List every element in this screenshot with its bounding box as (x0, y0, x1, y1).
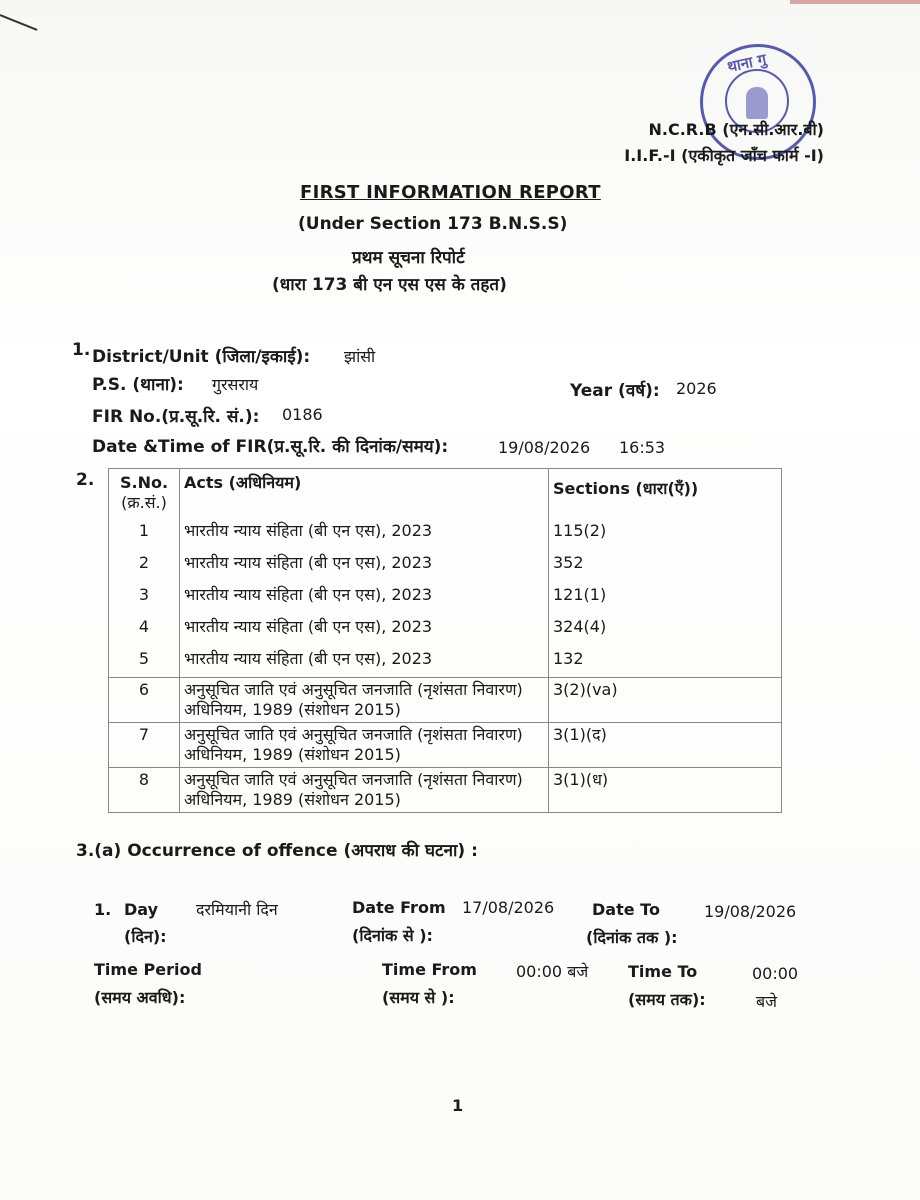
fir-number-label: FIR No.(प्र.सू.रि. सं.): (92, 407, 260, 427)
date-from-value: 17/08/2026 (462, 898, 555, 917)
table-row (109, 549, 782, 581)
row-sno: 2 (109, 549, 180, 581)
day-label-hindi: (दिन): (124, 927, 167, 946)
date-to-value: 19/08/2026 (704, 902, 797, 921)
day-label: Day (124, 900, 159, 919)
table-row (109, 613, 782, 645)
row-sno: 3 (109, 581, 180, 613)
year-value: 2026 (676, 379, 717, 398)
police-station-seal (700, 44, 816, 160)
table-row (109, 645, 782, 678)
fir-datetime-label: Date &Time of FIR(प्र.सू.रि. की दिनांक/समय): (92, 437, 449, 457)
time-from-label-hindi: (समय से ): (382, 988, 455, 1007)
time-period-label: Time Period (94, 960, 202, 979)
row-section: 3(1)(ध) (549, 768, 782, 813)
date-to-label: Date To (592, 900, 660, 919)
row-sno: 7 (109, 723, 180, 768)
section1-number: 1. (72, 340, 91, 360)
top-edge-mark (790, 0, 920, 4)
sections-header: Sections (धारा(एँ)) (549, 469, 782, 518)
date-from-label: Date From (352, 898, 446, 917)
report-subtitle: (Under Section 173 B.N.S.S) (298, 214, 568, 234)
fir-number-value: 0186 (282, 405, 323, 424)
emblem-icon (746, 87, 768, 119)
table-row (109, 768, 782, 813)
table-row (109, 678, 782, 723)
district-label: District/Unit (जिला/इकाई): (92, 347, 311, 367)
year-label: Year (वर्ष): (570, 381, 660, 401)
table-row (109, 517, 782, 549)
time-to-label: Time To (628, 962, 698, 981)
scratch-mark (0, 14, 37, 31)
day-value: दरमियानी दिन (196, 900, 278, 919)
ps-label: P.S. (थाना): (92, 375, 184, 395)
sno-header-hi: (क्र.सं.) (121, 493, 167, 512)
district-value: झांसी (344, 347, 376, 366)
acts-table-header (109, 469, 782, 518)
time-period-label-hindi: (समय अवधि): (94, 988, 186, 1007)
fir-time-value: 16:53 (619, 438, 666, 457)
ncrb-label: N.C.R.B (एन.सी.आर.बी) (648, 120, 824, 139)
row-section: 115(2) (549, 517, 782, 549)
row-sno: 8 (109, 768, 180, 813)
time-to-label-hindi: (समय तक): (628, 990, 706, 1009)
row-act: भारतीय न्याय संहिता (बी एन एस), 2023 (180, 517, 549, 549)
row-act: भारतीय न्याय संहिता (बी एन एस), 2023 (180, 581, 549, 613)
occurrence-heading: 3.(a) Occurrence of offence (अपराध की घटना) : (76, 841, 478, 861)
row-act: अनुसूचित जाति एवं अनुसूचित जनजाति (नृशंसता निवारण) अधिनियम, 1989 (संशोधन 2015) (180, 768, 549, 813)
table-row (109, 723, 782, 768)
row-sno: 1 (109, 517, 180, 549)
row-section: 352 (549, 549, 782, 581)
acts-header: Acts (अधिनियम) (180, 469, 549, 518)
row-act: भारतीय न्याय संहिता (बी एन एस), 2023 (180, 645, 549, 678)
row-sno: 4 (109, 613, 180, 645)
time-to-value: 00:00 (752, 964, 799, 983)
sno-header-en: S.No. (119, 473, 169, 492)
fir-date-value: 19/08/2026 (498, 438, 591, 457)
row-act: भारतीय न्याय संहिता (बी एन एस), 2023 (180, 613, 549, 645)
row-sno: 6 (109, 678, 180, 723)
ps-value: गुरसराय (212, 375, 259, 394)
row-section: 3(1)(द) (549, 723, 782, 768)
section2-number: 2. (76, 470, 95, 490)
time-to-suffix: बजे (756, 992, 778, 1011)
row-section: 132 (549, 645, 782, 678)
iif-label: I.I.F.-I (एकीकृत जाँच फार्म -I) (624, 146, 824, 165)
report-subtitle-hindi: (धारा 173 बी एन एस एस के तहत) (272, 275, 507, 295)
row-section: 121(1) (549, 581, 782, 613)
sno-header (109, 469, 180, 518)
date-from-label-hindi: (दिनांक से ): (352, 926, 433, 945)
occurrence-item-number: 1. (94, 900, 112, 919)
row-act: अनुसूचित जाति एवं अनुसूचित जनजाति (नृशंसता निवारण) अधिनियम, 1989 (संशोधन 2015) (180, 678, 549, 723)
page-number: 1 (452, 1096, 464, 1115)
row-sno: 5 (109, 645, 180, 678)
row-section: 3(2)(va) (549, 678, 782, 723)
report-title: FIRST INFORMATION REPORT (300, 182, 601, 203)
report-title-hindi: प्रथम सूचना रिपोर्ट (352, 248, 465, 268)
row-section: 324(4) (549, 613, 782, 645)
date-to-label-hindi: (दिनांक तक ): (586, 928, 678, 947)
row-act: अनुसूचित जाति एवं अनुसूचित जनजाति (नृशंसता निवारण) अधिनियम, 1989 (संशोधन 2015) (180, 723, 549, 768)
seal-text: थाना गु (725, 50, 768, 76)
row-act: भारतीय न्याय संहिता (बी एन एस), 2023 (180, 549, 549, 581)
acts-table (108, 468, 782, 813)
time-from-value: 00:00 बजे (516, 962, 589, 981)
time-from-label: Time From (382, 960, 477, 979)
table-row (109, 581, 782, 613)
